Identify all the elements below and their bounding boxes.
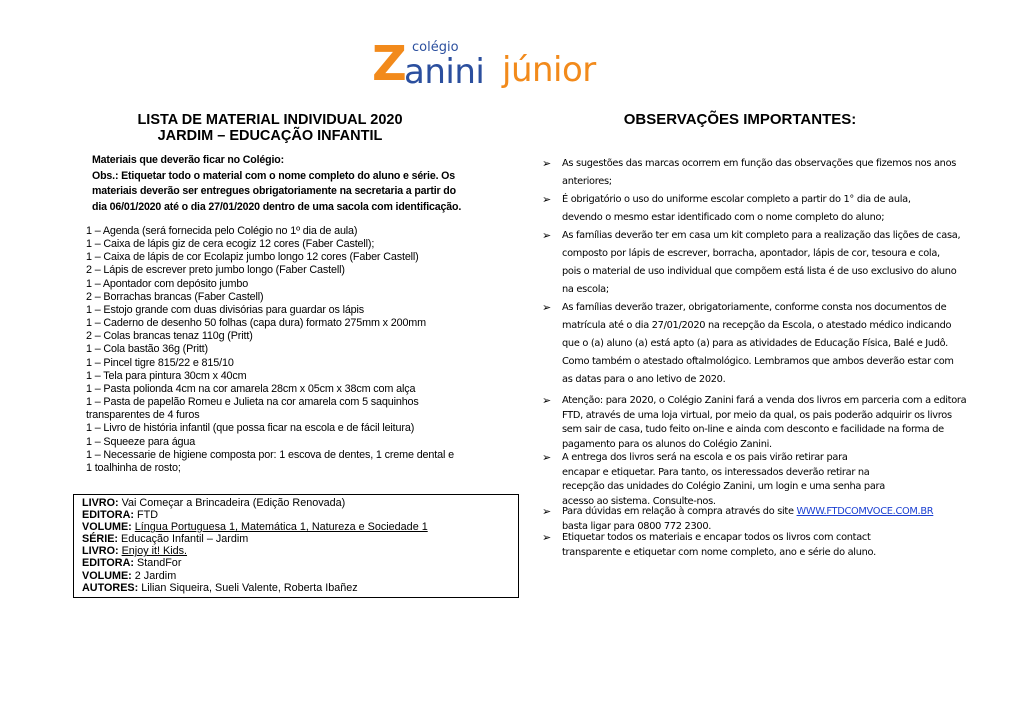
book-row xyxy=(82,582,510,594)
ftd-site-link[interactable]: WWW.FTDCOMVOCE.COM.BR xyxy=(796,506,934,517)
observation-text: anteriores; xyxy=(562,176,612,187)
arrow-bullet-icon: ➢ xyxy=(542,193,551,206)
observation-line xyxy=(562,263,982,281)
observation-item xyxy=(542,155,982,191)
material-item: 1 – Estojo grande com duas divisórias para guardar os lápis xyxy=(86,303,365,316)
observation-text: basta ligar para 0800 772 2300. xyxy=(562,520,712,532)
observation-line xyxy=(562,245,982,263)
arrow-bullet-icon: ➢ xyxy=(542,157,551,170)
observation-line xyxy=(562,227,982,245)
book-value: FTD xyxy=(134,509,158,522)
observation-line xyxy=(562,409,982,424)
arrow-bullet-icon: ➢ xyxy=(542,301,551,314)
intro-line: dia 06/01/2020 até o dia 27/01/2020 dentro de uma sacola com identificação. xyxy=(92,200,462,213)
material-item: 1 – Livro de história infantil (que possa ficar na escola e de fácil leitura) xyxy=(86,422,415,435)
observation-text: sem sair de casa, tudo feito on-line e ainda com desconto e facilidade na forma de xyxy=(562,424,944,435)
observation-text: pagamento para os alunos do Colégio Zanini. xyxy=(562,438,772,450)
book-value: Educação Infantil – Jardim xyxy=(118,533,249,546)
book-label: VOLUME: xyxy=(82,521,132,534)
observation-text: recepção das unidades do Colégio Zanini, um login e uma senha para xyxy=(562,481,885,492)
observation-text: transparente e etiquetar com nome completo, ano e série do aluno. xyxy=(562,546,876,558)
material-item: 1 – Squeeze para água xyxy=(86,435,196,448)
observation-item xyxy=(542,191,982,227)
observation-line xyxy=(562,371,982,389)
material-item: 1 – Tela para pintura 30cm x 40cm xyxy=(86,369,247,382)
observation-text: na escola; xyxy=(562,284,609,295)
observation-line xyxy=(562,317,982,335)
observation-text: Como também o atestado oftalmológico. Lembramos que ambos deverão estar com xyxy=(562,356,954,367)
book-label: LIVRO: xyxy=(82,545,119,558)
book-value: Enjoy it! Kids. xyxy=(121,545,188,558)
observation-item xyxy=(542,505,982,534)
observation-text: encapar e etiquetar. Para tanto, os interessados deverão retirar na xyxy=(562,466,870,478)
material-item: 1 toalhinha de rosto; xyxy=(86,461,181,474)
book-value: Lilian Siqueira, Sueli Valente, Roberta Ibañez xyxy=(138,581,358,594)
arrow-bullet-icon: ➢ xyxy=(542,394,551,407)
material-item: 1 – Necessarie de higiene composta por: 1 escova de dentes, 1 creme dental e xyxy=(86,448,454,461)
observation-text: matrícula até o dia 27/01/2020 na recepção da Escola, o atestado médico indicando xyxy=(562,320,952,331)
observation-line xyxy=(562,546,982,561)
observations-title: OBSERVAÇÕES IMPORTANTES: xyxy=(623,111,857,128)
material-item: 1 – Pasta polionda 4cm na cor amarela 28cm x 05cm x 38cm com alça xyxy=(86,382,416,395)
logo-colegio: colégio xyxy=(412,40,459,55)
observation-line xyxy=(562,335,982,353)
material-item: 1 – Pasta de papelão Romeu e Julieta na cor amarela com 5 saquinhos xyxy=(86,396,419,409)
observation-item xyxy=(542,227,982,299)
observation-line xyxy=(562,451,982,466)
intro-line: Materiais que deverão ficar no Colégio: xyxy=(92,154,284,166)
observation-item xyxy=(542,531,982,560)
observation-line xyxy=(562,299,982,317)
book-label: SÉRIE: xyxy=(82,533,118,546)
observation-item xyxy=(542,451,982,509)
book-row xyxy=(82,509,510,521)
observation-text: Atenção: para 2020, o Colégio Zanini fará a venda dos livros em parceria com a editora xyxy=(562,395,967,406)
observation-text: As sugestões das marcas ocorrem em função das observações que fizemos nos anos xyxy=(562,158,957,169)
observation-text: pois o material de uso individual que compõem está lista é de uso exclusivo do aluno xyxy=(562,266,957,277)
observation-text: A entrega dos livros será na escola e os pais virão retirar para xyxy=(562,452,848,463)
book-label: LIVRO: xyxy=(82,497,119,509)
material-item: 1 – Caixa de lápis de cor Ecolapiz jumbo longo 12 cores (Faber Castell) xyxy=(86,251,419,264)
list-subtitle: JARDIM – EDUCAÇÃO INFANTIL xyxy=(157,128,383,144)
observation-line xyxy=(562,423,982,438)
observation-text: as datas para o ano letivo de 2020. xyxy=(562,374,726,385)
observation-line xyxy=(562,191,982,209)
book-value: Vai Começar a Brincadeira (Edição Renovada) xyxy=(118,497,346,509)
material-item: 1 – Caixa de lápis giz de cera ecogiz 12 cores (Faber Castell); xyxy=(86,238,375,251)
book-row xyxy=(82,497,510,509)
logo-z: Z xyxy=(372,36,407,92)
book-row xyxy=(82,521,510,533)
material-item: 1 – Agenda (será fornecida pelo Colégio no 1º dia de aula) xyxy=(86,225,358,237)
observation-line xyxy=(562,394,982,409)
material-list xyxy=(86,225,506,475)
book-row xyxy=(82,533,510,545)
observation-line xyxy=(562,353,982,371)
observation-line xyxy=(562,466,982,481)
observation-text: As famílias deverão trazer, obrigatoriamente, conforme consta nos documentos de xyxy=(562,302,947,313)
arrow-bullet-icon: ➢ xyxy=(542,229,551,242)
observation-line xyxy=(562,155,982,173)
observation-item xyxy=(542,299,982,389)
book-label: VOLUME: xyxy=(82,569,132,582)
book-value: Língua Portuguesa 1, Matemática 1, Natureza e Sociedade 1 xyxy=(134,521,428,534)
intro-block xyxy=(92,153,502,215)
material-item: 2 – Colas brancas tenaz 110g (Pritt) xyxy=(86,330,253,343)
observation-line xyxy=(562,281,982,299)
book-row xyxy=(82,557,510,569)
logo-anini: anini xyxy=(404,52,485,92)
material-item: 1 – Pincel tigre 815/22 e 815/10 xyxy=(86,356,234,369)
material-item: 1 – Caderno de desenho 50 folhas (capa dura) formato 275mm x 200mm xyxy=(86,317,426,330)
material-item: 1 – Cola bastão 36g (Pritt) xyxy=(86,343,208,356)
observation-line xyxy=(562,480,982,495)
observation-line xyxy=(562,438,982,453)
arrow-bullet-icon: ➢ xyxy=(542,531,551,544)
list-title: LISTA DE MATERIAL INDIVIDUAL 2020 xyxy=(137,112,403,128)
observation-line xyxy=(562,173,982,191)
observation-text: composto por lápis de escrever, borracha, apontador, lápis de cor, tesoura e cola, xyxy=(562,248,940,259)
book-row xyxy=(82,545,510,557)
books-box xyxy=(73,494,519,598)
observation-line xyxy=(562,531,982,546)
book-row xyxy=(82,570,510,582)
observation-text: As famílias deverão ter em casa um kit completo para a realização das lições de casa, xyxy=(562,230,961,241)
observation-text: FTD, através de uma loja virtual, por meio da qual, os pais poderão adquirir os livros xyxy=(562,409,952,421)
book-value: 2 Jardim xyxy=(131,569,177,582)
arrow-bullet-icon: ➢ xyxy=(542,451,551,464)
observation-item xyxy=(542,394,982,452)
material-item: transparentes de 4 furos xyxy=(86,409,200,422)
material-item: 1 – Apontador com depósito jumbo xyxy=(86,277,249,290)
observation-text: Para dúvidas em relação à compra através do site xyxy=(562,506,797,517)
intro-line: Obs.: Etiquetar todo o material com o nome completo do aluno e série. Os xyxy=(92,169,455,182)
observation-text: devendo o mesmo estar identificado com o nome completo do aluno; xyxy=(562,212,885,223)
book-label: EDITORA: xyxy=(82,557,134,570)
observation-text: É obrigatório o uso do uniforme escolar completo a partir do 1° dia de aula, xyxy=(562,194,911,205)
book-label: EDITORA: xyxy=(82,509,134,522)
material-item: 2 – Borrachas brancas (Faber Castell) xyxy=(86,290,264,303)
observation-line xyxy=(562,209,982,227)
observation-text: que o (a) aluno (a) está apto (a) para as atividades de Educação Física, Balé e Judô. xyxy=(562,338,948,349)
observation-text: acesso ao sistema. Consulte-nos. xyxy=(562,495,716,507)
intro-line: materiais deverão ser entregues obrigatoriamente na secretaria a partir do xyxy=(92,185,456,197)
material-item: 2 – Lápis de escrever preto jumbo longo (Faber Castell) xyxy=(86,264,345,277)
observation-line xyxy=(562,505,982,520)
logo-junior: júnior xyxy=(502,50,596,90)
observation-text: Etiquetar todos os materiais e encapar todos os livros com contact xyxy=(562,532,871,543)
book-value: StandFor xyxy=(134,557,182,570)
book-label: AUTORES: xyxy=(82,581,139,594)
school-logo xyxy=(372,34,622,94)
arrow-bullet-icon: ➢ xyxy=(542,505,551,518)
